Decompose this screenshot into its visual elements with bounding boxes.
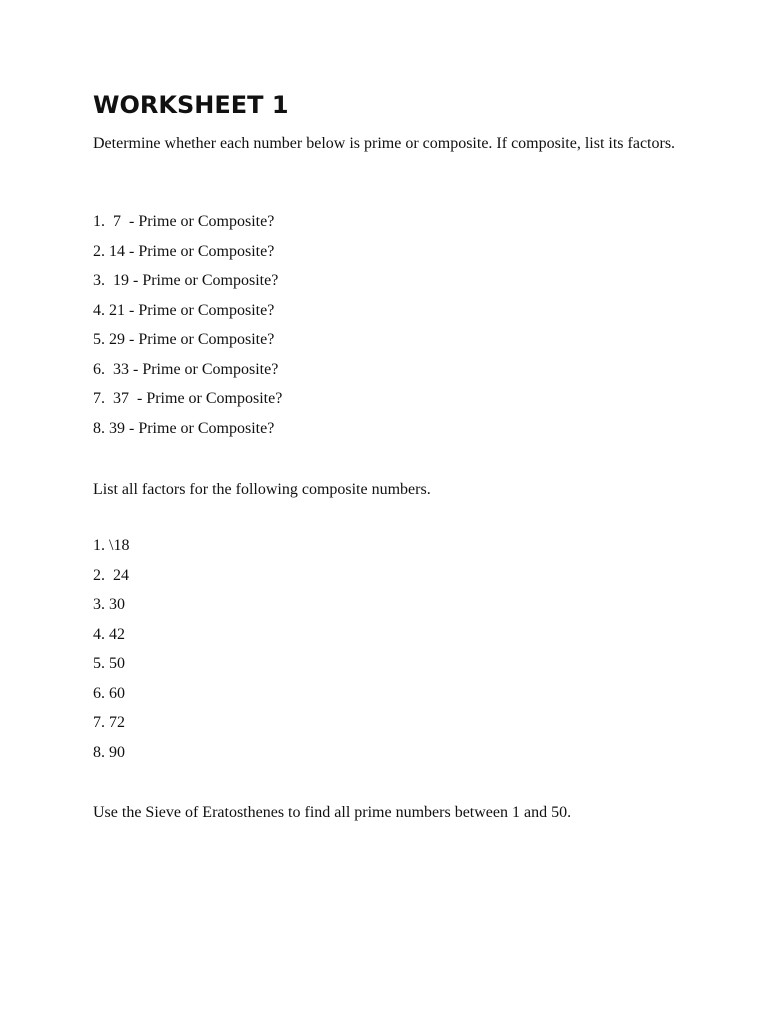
factor-number-item: 4. 42 [93,625,125,643]
factor-number-item: 1. \18 [93,537,130,554]
intro-instruction: Determine whether each number below is prime or composite. If composite, list its factors. [93,135,676,152]
factors-instruction: List all factors for the following composite numbers. [93,481,431,498]
factor-number-item: 8. 90 [93,743,125,761]
factor-number-item: 6. 60 [93,684,125,702]
prime-question-item: 7. 37 - Prime or Composite? [93,390,283,407]
factor-number-item: 2. 24 [93,566,129,584]
factor-number-item: 7. 72 [93,714,125,731]
prime-question-item: 8. 39 - Prime or Composite? [93,419,275,437]
factor-number-list [93,536,129,772]
page-title: WORKSHEET 1 [93,91,289,119]
sieve-instruction: Use the Sieve of Eratosthenes to find all prime numbers between 1 and 50. [93,804,572,821]
factor-number-item: 3. 30 [93,596,125,613]
prime-question-item: 5. 29 - Prime or Composite? [93,331,275,348]
prime-question-item: 3. 19 - Prime or Composite? [93,272,279,289]
prime-question-item: 1. 7 - Prime or Composite? [93,213,275,230]
prime-question-item: 6. 33 - Prime or Composite? [93,360,279,378]
factor-number-item: 5. 50 [93,655,125,672]
prime-composite-list [93,212,282,448]
prime-question-item: 4. 21 - Prime or Composite? [93,301,275,319]
prime-question-item: 2. 14 - Prime or Composite? [93,242,275,260]
